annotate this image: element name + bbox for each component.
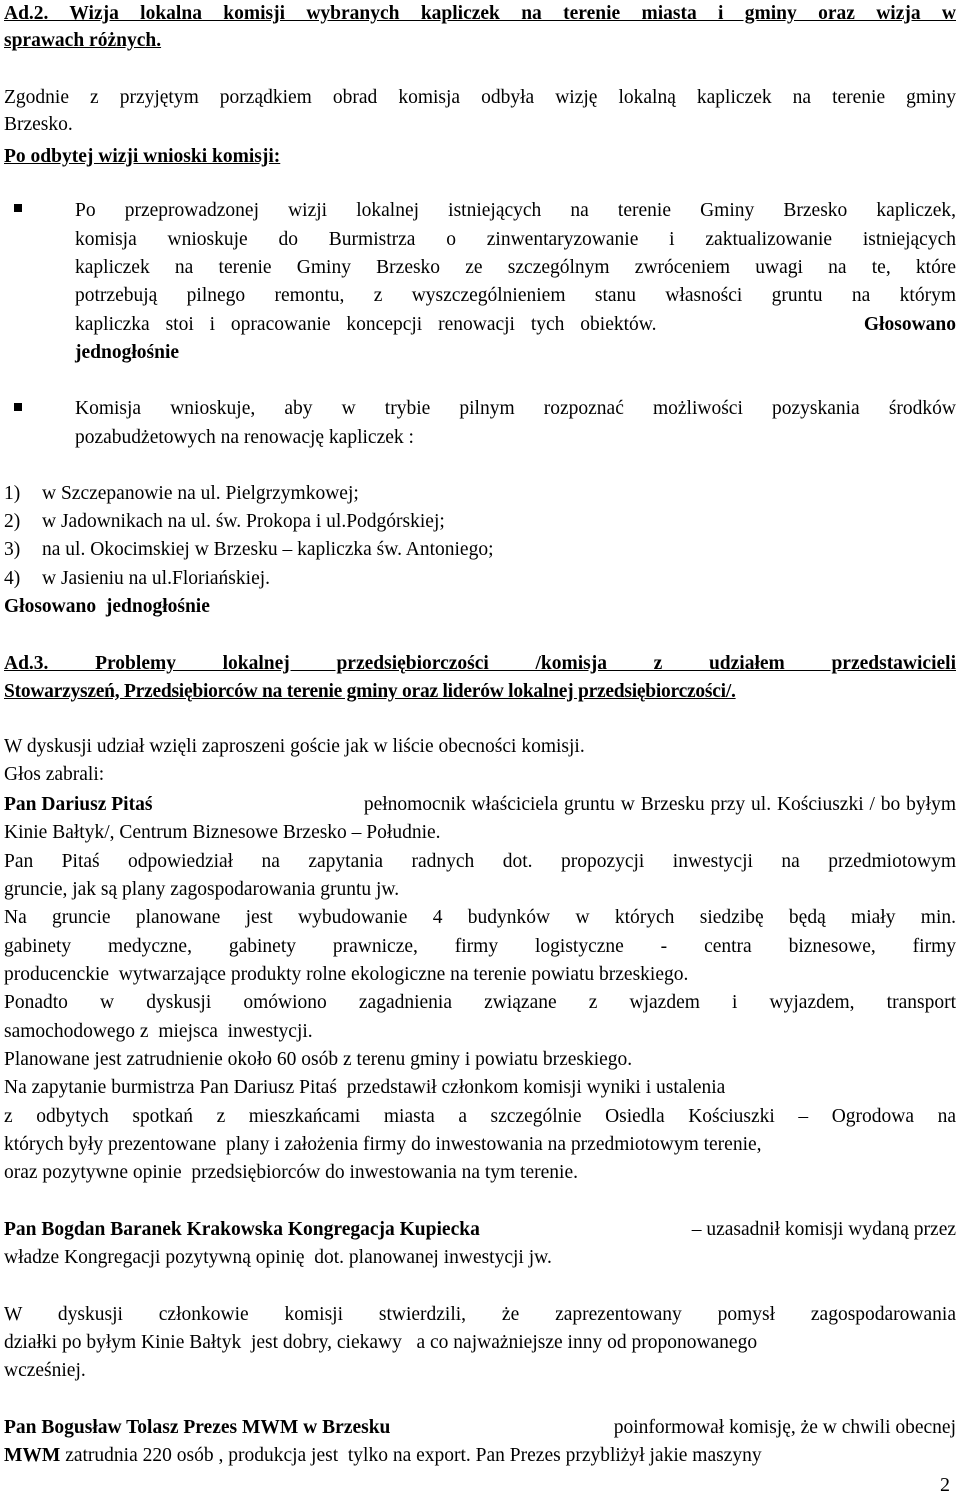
vote-result: Głosowano jednogłośnie [4, 596, 210, 617]
speaker3-name: Pan Bogusław Tolasz Prezes MWM w Brzesku [4, 1417, 391, 1438]
intro-paragraph-line1: Zgodnie z przyjętym porządkiem obrad komisja odbyła wizję lokalną kapliczek na terenie gminy [4, 87, 956, 108]
speaker2-line2: władze Kongregacji pozytywną opinię dot. planowanej inwestycji jw. [4, 1247, 552, 1268]
list-text: w Jasieniu na ul.Floriańskiej. [42, 568, 271, 589]
s1-paragraph3-line2: gabinety medyczne, gabinety prawnicze, firmy logistyczne - centra biznesowe, firmy [4, 936, 956, 957]
discussion-line3: wcześniej. [4, 1360, 86, 1381]
speaker2-name: Pan Bogdan Baranek Krakowska Kongregacja Kupiecka [4, 1219, 480, 1240]
s1-paragraph3-line1: Na gruncie planowane jest wybudowanie 4 budynków w których siedzibę będą miały min. [4, 907, 956, 928]
list-number: 1) [4, 483, 21, 504]
list-text: na ul. Okocimskiej w Brzesku – kapliczka św. Antoniego; [42, 539, 494, 560]
speaker3-line2 [4, 1444, 762, 1468]
list-item [4, 538, 493, 562]
bullet1-line2: komisja wnioskuje do Burmistrza o zinwentaryzowanie i zaktualizowanie istniejących [75, 229, 956, 250]
square-bullet-icon [14, 204, 22, 212]
bullet2-line2: pozabudżetowych na renowację kapliczek : [75, 427, 414, 448]
s1-paragraph6-line2: z odbytych spotkań z mieszkańcami miasta a szczególnie Osiedla Kościuszki – Ogrodowa na [4, 1106, 956, 1127]
heading-ad2-line1: Ad.2. Wizja lokalna komisji wybranych kapliczek na terenie miasta i gminy oraz wizja w [4, 3, 956, 24]
s1-paragraph5: Planowane jest zatrudnienie około 60 osób z terenu gminy i powiatu brzeskiego. [4, 1049, 633, 1070]
speaker1-name: Pan Dariusz Pitaś [4, 794, 153, 815]
list-number: 2) [4, 511, 21, 532]
speaker1-line2: Kinie Bałtyk/, Centrum Biznesowe Brzesko – Południe. [4, 822, 441, 843]
list-text: w Jadownikach na ul. św. Prokopa i ul.Podgórskiej; [42, 511, 445, 532]
speaker3-line2-text: zatrudnia 220 osób , produkcja jest tylko na export. Pan Prezes przybliżył jakie maszyny [65, 1445, 762, 1466]
s1-paragraph4-line2: samochodowego z miejsca inwestycji. [4, 1021, 313, 1042]
discussion-line1: W dyskusji członkowie komisji stwierdzili, że zaprezentowany pomysł zagospodarowania [4, 1304, 956, 1325]
page-number: 2 [940, 1474, 950, 1496]
list-item [4, 482, 359, 506]
list-text: w Szczepanowie na ul. Pielgrzymkowej; [42, 483, 359, 504]
heading-ad3-line2: Stowarzyszeń, Przedsiębiorców na terenie gminy oraz liderów lokalnej przedsiębiorczości/. [4, 681, 736, 702]
s1-paragraph6-line3: których były prezentowane plany i założenia firmy do inwestowania na przedmiotowym terenie, [4, 1134, 762, 1155]
list-number: 3) [4, 539, 21, 560]
list-item [4, 510, 445, 534]
heading-ad3-line1: Ad.3. Problemy lokalnej przedsiębiorczości /komisja z udziałem przedstawicieli [4, 653, 956, 674]
list-number: 4) [4, 568, 21, 589]
discussion-line2: działki po byłym Kinie Bałtyk jest dobry, ciekawy a co najważniejsze inny od proponowanego [4, 1332, 758, 1353]
bullet2-line1: Komisja wnioskuje, aby w trybie pilnym rozpoznać możliwości pozyskania środków [75, 398, 956, 419]
intro-paragraph-line2: Brzesko. [4, 114, 73, 135]
heading-ad2-line2: sprawach różnych. [4, 30, 162, 51]
speaker3-line1 [4, 1416, 956, 1440]
speaker1-line1 [4, 793, 956, 817]
bullet1-line5-text: kapliczka stoi i opracowanie koncepcji renowacji tych obiektów. [75, 314, 657, 335]
speaker3-text: poinformował komisję, że w chwili obecnej [613, 1417, 956, 1438]
speaker1-role: pełnomocnik właściciela gruntu w Brzesku przy ul. Kościuszki / bo byłym [363, 794, 956, 815]
speaker2-line1 [4, 1218, 956, 1242]
list-item [4, 567, 270, 591]
speaker2-text: – uzasadnił komisji wydaną przez [691, 1219, 956, 1240]
guests-paragraph: W dyskusji udział wzięli zaproszeni goście jak w liście obecności komisji. [4, 736, 585, 757]
s1-paragraph4-line1: Ponadto w dyskusji omówiono zagadnienia związane z wjazdem i wyjazdem, transport [4, 992, 956, 1013]
speakers-intro: Głos zabrali: [4, 764, 105, 785]
bullet1-line6: jednogłośnie [75, 342, 180, 363]
s1-paragraph2-line1: Pan Pitaś odpowiedział na zapytania radnych dot. propozycji inwestycji na przedmiotowym [4, 851, 956, 872]
square-bullet-icon [14, 403, 22, 411]
bullet1-line3: kapliczek na terenie Gminy Brzesko ze szczególnym zwróceniem uwagi na te, które [75, 257, 956, 278]
wnioski-heading: Po odbytej wizji wnioski komisji: [4, 146, 281, 167]
s1-paragraph3-line3: producenckie wytwarzające produkty rolne ekologiczne na terenie powiatu brzeskiego. [4, 964, 689, 985]
bullet1-vote-bold: Głosowano [863, 314, 956, 335]
bullet1-line4: potrzebują pilnego remontu, z wyszczególnieniem stanu własności gruntu na którym [75, 285, 956, 306]
s1-paragraph6-line1: Na zapytanie burmistrza Pan Dariusz Pitaś przedstawił członkom komisji wyniki i ustalenia [4, 1077, 726, 1098]
speaker3-mwm-bold: MWM [4, 1445, 61, 1466]
s1-paragraph2-line2: gruncie, jak są plany zagospodarowania gruntu jw. [4, 879, 400, 900]
bullet1-line5 [75, 313, 956, 337]
bullet1-line1: Po przeprowadzonej wizji lokalnej istniejących na terenie Gminy Brzesko kapliczek, [75, 200, 956, 221]
s1-paragraph6-line4: oraz pozytywne opinie przedsiębiorców do inwestowania na tym terenie. [4, 1162, 578, 1183]
